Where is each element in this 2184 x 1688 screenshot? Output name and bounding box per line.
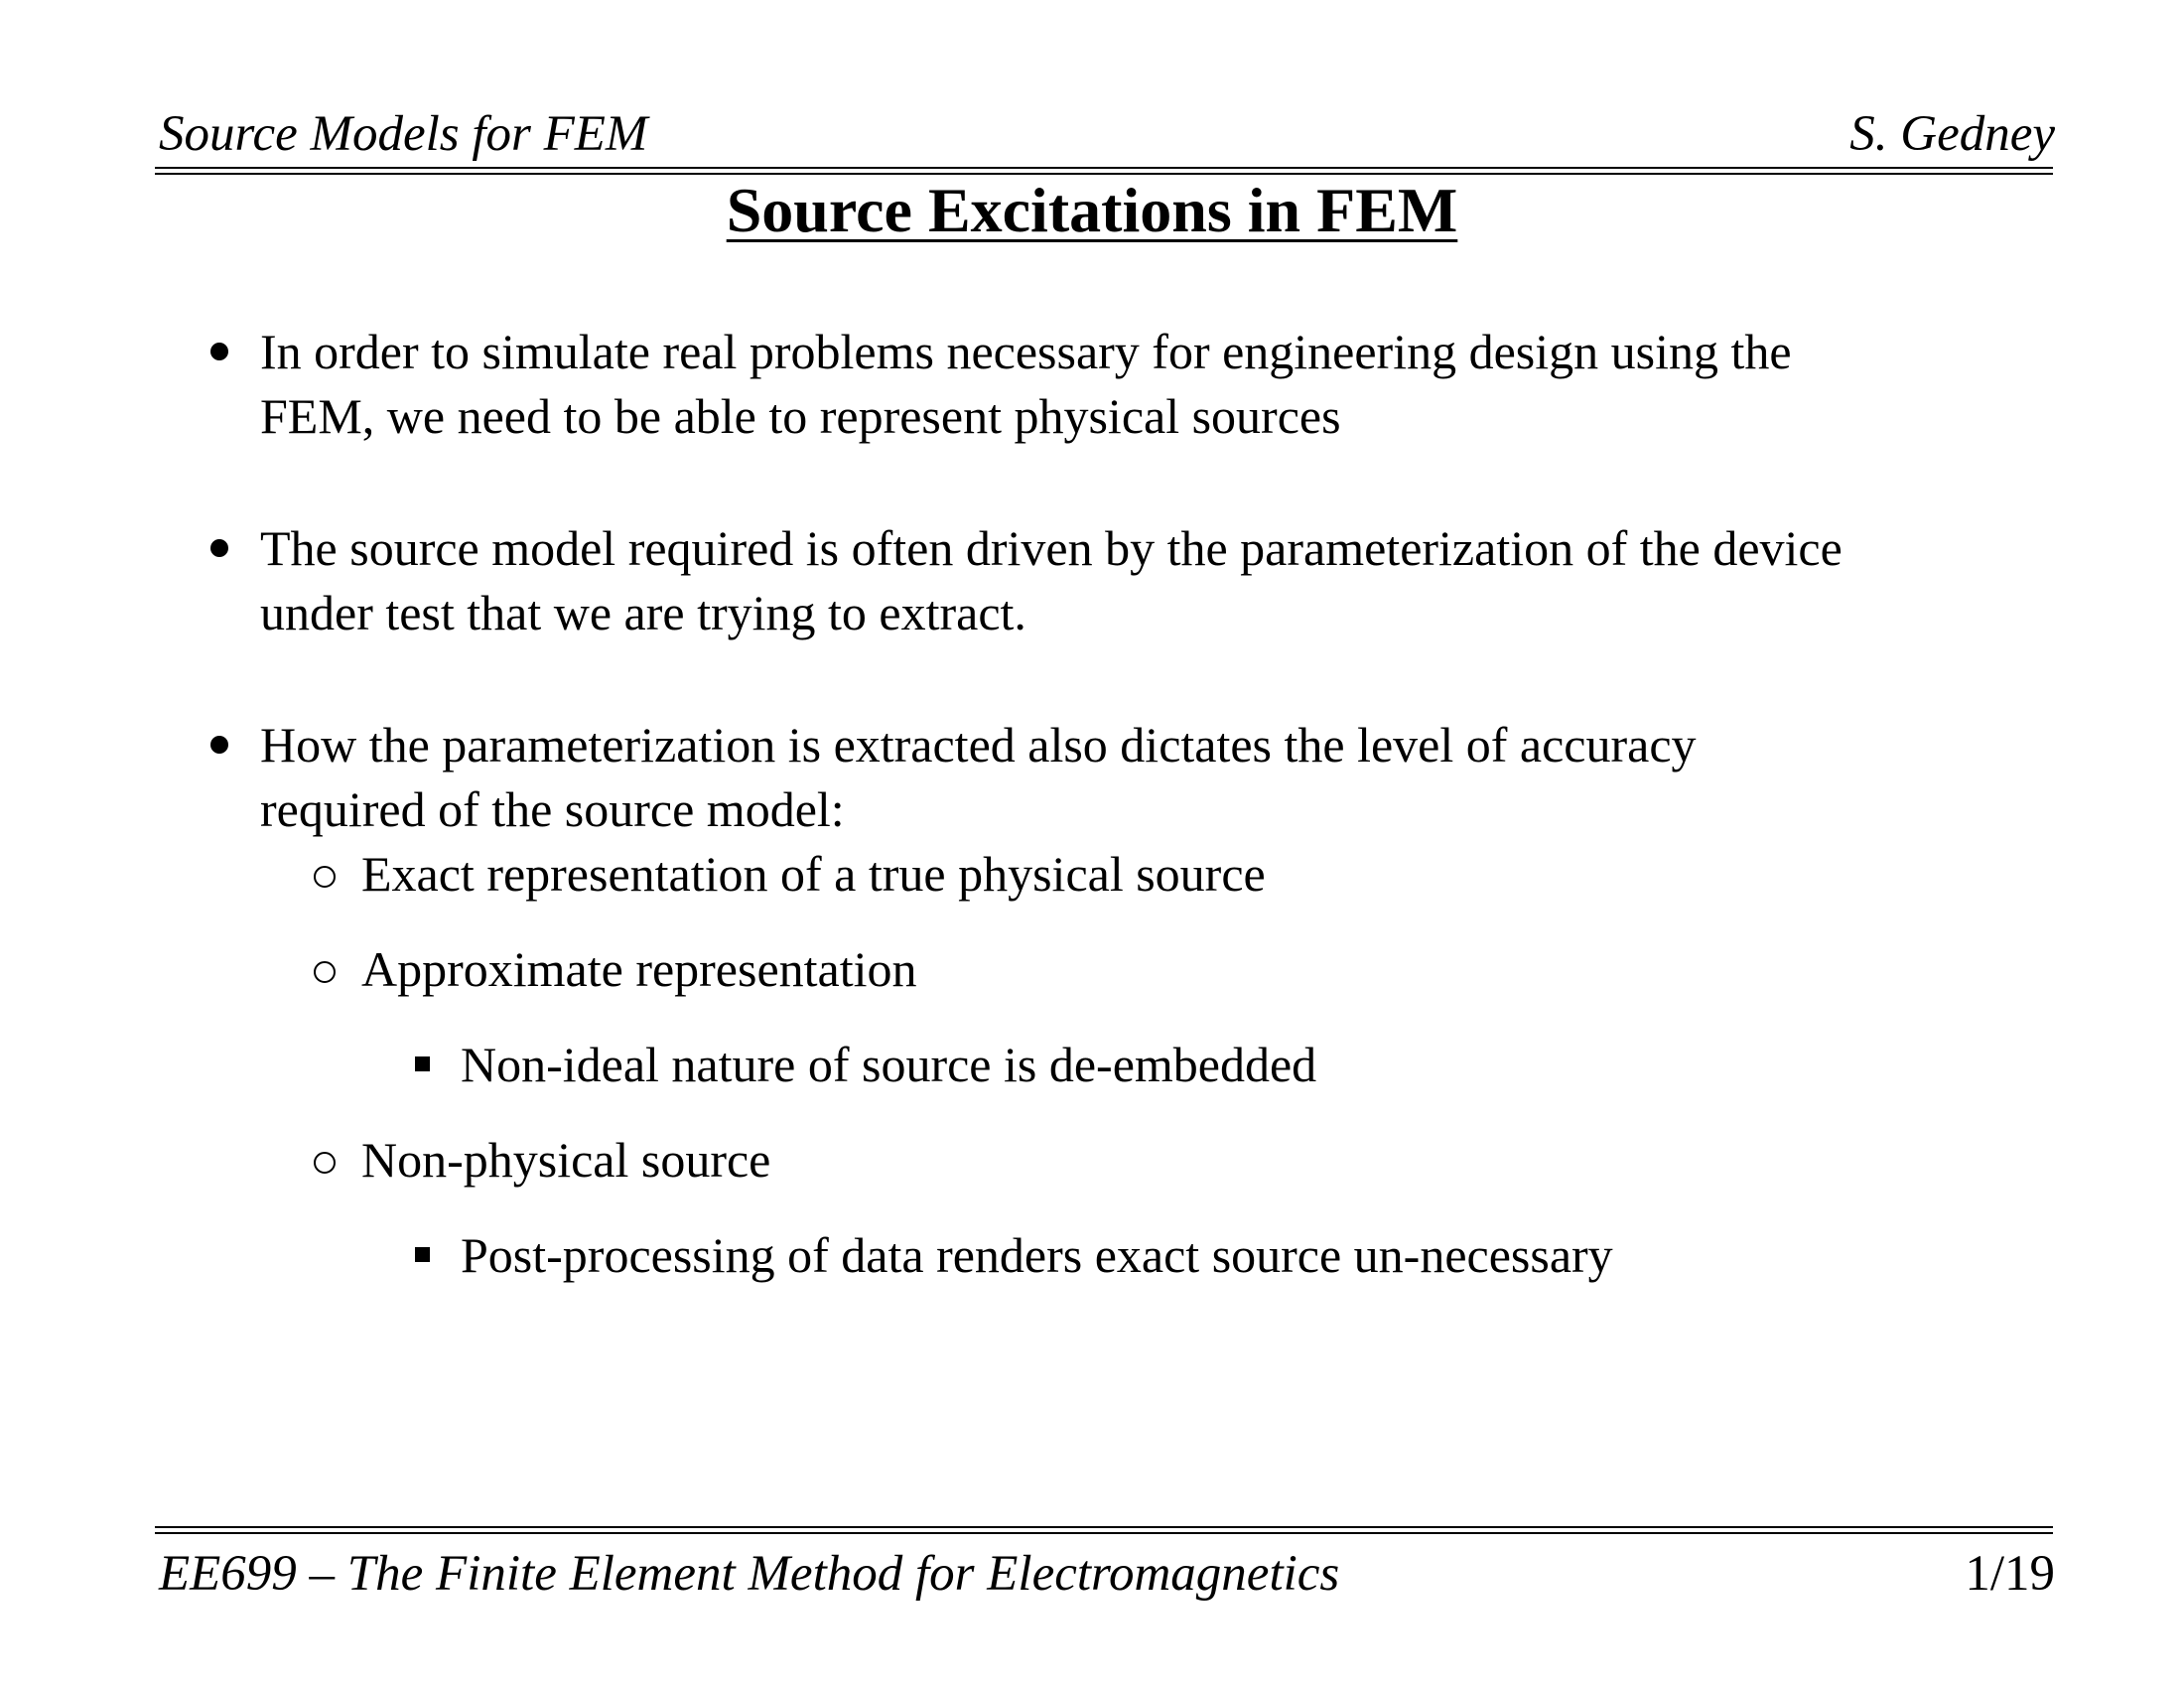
footer-rule-top [155,1526,2053,1528]
footer-course: EE699 – The Finite Element Method for Electromagnetics [159,1546,1340,1602]
slide-title-text: Source Excitations in FEM [726,175,1458,245]
sub-bullet-text: Approximate representation [361,941,917,997]
bullet-dot-icon [210,343,228,360]
sub-bullet-item [361,937,917,1002]
sub-sub-bullet-item [461,1223,1613,1288]
page-number: 1/19 [1965,1546,2055,1602]
sub-bullet-text: Non-physical source [361,1132,771,1188]
sub-sub-bullet-item [461,1033,1316,1097]
bullet-text-line: required of the source model: [260,781,845,837]
circle-bullet-icon [314,961,336,983]
header-rule-top [155,167,2053,169]
square-bullet-icon [415,1247,430,1262]
bullet-text-line: FEM, we need to be able to represent physical sources [260,388,1341,444]
slide-title [0,175,2184,245]
bullet-text-line: How the parameterization is extracted also dictates the level of accuracy [260,717,1697,773]
header-course-title: Source Models for FEM [159,106,648,162]
bullet-text-line: under test that we are trying to extract. [260,585,1026,640]
sub-bullet-item [361,842,1266,907]
bullet-item [260,713,2047,842]
bullet-text-line: In order to simulate real problems necessary for engineering design using the [260,324,1792,379]
sub-bullet-text: Exact representation of a true physical source [361,846,1266,902]
header-author: S. Gedney [1849,106,2055,162]
square-bullet-icon [415,1056,430,1071]
sub-bullet-item [361,1128,770,1193]
bullet-text-line: The source model required is often driven by the parameterization of the device [260,520,1843,576]
sub-sub-bullet-text: Non-ideal nature of source is de-embedded [461,1037,1317,1092]
bullet-dot-icon [210,539,228,557]
bullet-item [260,320,2047,449]
circle-bullet-icon [314,1152,336,1174]
sub-sub-bullet-text: Post-processing of data renders exact source un-necessary [461,1227,1613,1283]
bullet-dot-icon [210,736,228,754]
bullet-item [260,516,2047,645]
footer-rule-bottom [155,1532,2053,1534]
circle-bullet-icon [314,866,336,888]
